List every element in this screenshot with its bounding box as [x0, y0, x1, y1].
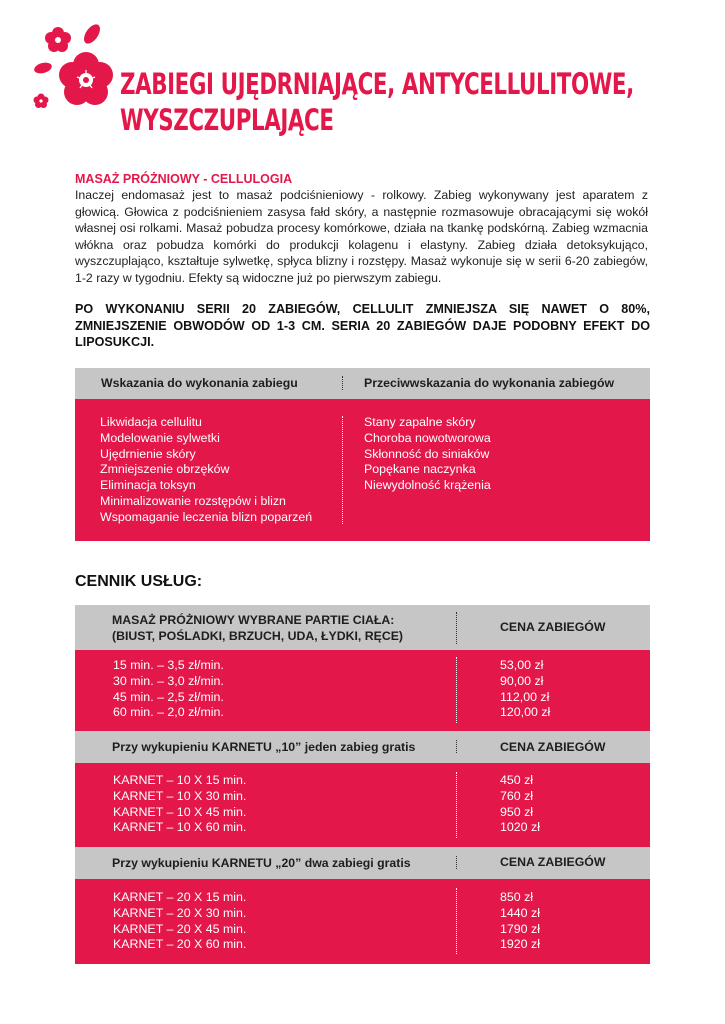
list-item: Choroba nowotworowa: [364, 430, 491, 445]
price-value: 450 zł: [500, 773, 534, 787]
body-separator: [456, 888, 457, 954]
indications-header: Wskazania do wykonania zabiegu: [101, 376, 298, 390]
indications-list: [100, 415, 312, 526]
price-value: 1920 zł: [500, 937, 540, 952]
price-value: 950 zł: [500, 804, 534, 819]
list-item: KARNET – 20 X 60 min.: [113, 937, 247, 952]
list-item: Eliminacja toksyn: [100, 478, 196, 493]
list-item: Skłonność do siniaków: [364, 446, 490, 461]
pricing-prices-1: [500, 658, 550, 721]
header-separator: [342, 376, 343, 390]
section-subtitle: MASAŻ PRÓŻNIOWY - CELLULOGIA: [75, 172, 293, 186]
price-value: 1790 zł: [500, 921, 540, 936]
header-separator: [456, 856, 457, 869]
contraindications-header: Przeciwwskazania do wykonania zabiegów: [364, 376, 615, 390]
title-line-2: WYSZCZUPLAJĄCE: [120, 103, 334, 137]
price-value: 112,00 zł: [500, 689, 550, 704]
results-note: PO WYKONANIU SERII 20 ZABIEGÓW, CELLULIT ZMNIEJSZA SIĘ NAWET O 80%, ZMNIEJSZENIE OBWODÓW OD 1-3 CM. SERIA 20 ZABIEGÓW DAJE PODOBNY EFEKT DO LIPOSUKCJI.: [75, 302, 650, 349]
list-item: Niewydolność krążenia: [364, 478, 491, 493]
pricing-header-line-1: MASAŻ PRÓŻNIOWY WYBRANE PARTIE CIAŁA:: [112, 613, 395, 627]
pricing-heading: CENNIK USŁUG:: [75, 573, 203, 590]
list-item: 30 min. – 3,0 zł/min.: [113, 673, 224, 688]
list-item: Popękane naczynka: [364, 462, 476, 477]
list-item: Stany zapalne skóry: [364, 415, 476, 429]
flower-logo-icon: [28, 18, 118, 118]
list-item: Minimalizowanie rozstępów i blizn: [100, 493, 286, 508]
list-item: 15 min. – 3,5 zł/min.: [113, 658, 224, 672]
page-title: [120, 66, 694, 138]
price-value: 1020 zł: [500, 820, 540, 835]
price-value: 120,00 zł: [500, 705, 551, 720]
list-item: Ujędrnienie skóry: [100, 446, 196, 461]
pricing-header-title-1: [112, 612, 403, 644]
pricing-prices-3: [500, 890, 540, 953]
price-value: 53,00 zł: [500, 658, 544, 672]
list-item: 60 min. – 2,0 zł/min.: [113, 705, 224, 720]
body-separator: [456, 657, 457, 723]
pricing-header-title-2: Przy wykupieniu KARNETU „10” jeden zabieg gratis: [112, 740, 416, 754]
price-value: 1440 zł: [500, 905, 540, 920]
pricing-header-title-3: Przy wykupieniu KARNETU „20” dwa zabiegi gratis: [112, 856, 411, 870]
price-column-header-3: CENA ZABIEGÓW: [500, 855, 606, 869]
price-column-header-2: CENA ZABIEGÓW: [500, 740, 606, 754]
pricing-header-line-2: (BIUST, POŚLADKI, BRZUCH, UDA, ŁYDKI, RĘCE): [112, 629, 404, 643]
price-value: 760 zł: [500, 788, 534, 803]
list-item: KARNET – 10 X 45 min.: [113, 804, 247, 819]
body-separator: [342, 416, 343, 524]
list-item: Wspomaganie leczenia blizn poparzeń: [100, 509, 313, 524]
contraindications-list: [364, 415, 491, 494]
list-item: KARNET – 10 X 15 min.: [113, 773, 247, 787]
list-item: Zmniejszenie obrzęków: [100, 462, 230, 477]
pricing-items-3: [113, 890, 246, 953]
body-separator: [456, 772, 457, 838]
description-paragraph: Inaczej endomasaż jest to masaż podciśnieniowy - rolkowy. Zabieg wykonywany jest aparatem z głowicą. Głowica z podciśnieniem zasysa fałd skóry, a następnie rozmasowuje obracającymi się wokół własnej osi rolkami. Masaż pobudza procesy komórkowe, działa na tkankę podskórną. Zabieg wzmacnia włókna oraz pobudza komórki do produkcji kolagenu i elastyny. Zabieg działa detoksykująco, wyszczuplająco, kształtuje sylwetkę, spłyca blizny i rozstępy. Masaż wykonuje się w serii 6-20 zabiegów, 1-2 razy w tygodniu. Efekty są widoczne już po pierwszym zabiegu.: [75, 188, 648, 285]
header-separator: [456, 740, 457, 753]
title-line-1: ZABIEGI UJĘDRNIAJĄCE, ANTYCELLULITOWE,: [120, 67, 634, 101]
list-item: Modelowanie sylwetki: [100, 430, 220, 445]
list-item: KARNET – 20 X 45 min.: [113, 921, 247, 936]
price-value: 90,00 zł: [500, 673, 544, 688]
list-item: KARNET – 10 X 30 min.: [113, 788, 247, 803]
price-column-header-1: CENA ZABIEGÓW: [500, 620, 606, 634]
pricing-prices-2: [500, 773, 540, 836]
header-separator: [456, 612, 457, 644]
pricing-items-1: [113, 658, 224, 721]
list-item: KARNET – 20 X 30 min.: [113, 905, 247, 920]
list-item: KARNET – 20 X 15 min.: [113, 890, 247, 904]
list-item: Likwidacja cellulitu: [100, 415, 202, 429]
list-item: 45 min. – 2,5 zł/min.: [113, 689, 224, 704]
pricing-items-2: [113, 773, 246, 836]
price-value: 850 zł: [500, 890, 534, 904]
list-item: KARNET – 10 X 60 min.: [113, 820, 247, 835]
